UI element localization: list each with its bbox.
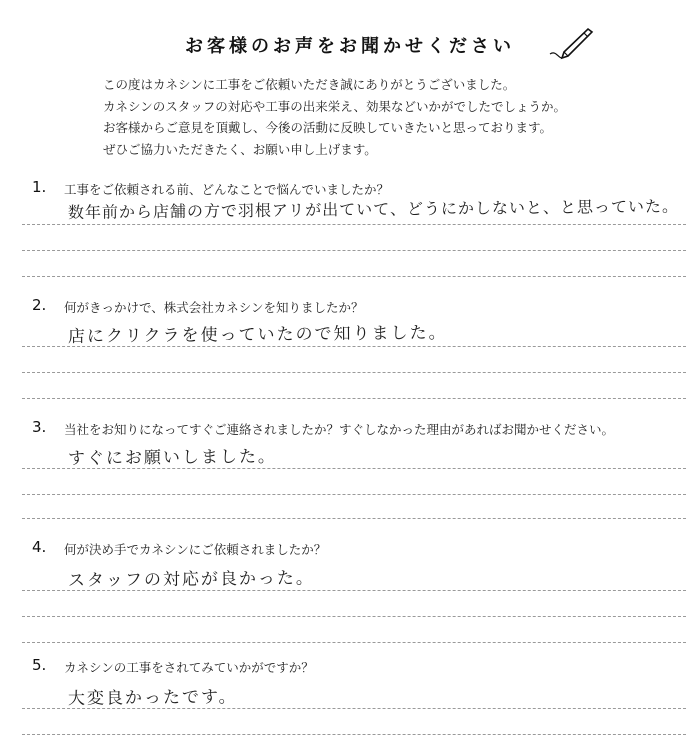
answer-line (22, 518, 686, 519)
question-text: 工事をご依頼される前、どんなことで悩んでいましたか？ (64, 182, 390, 197)
question-number: 5. (32, 656, 47, 674)
answer-line (22, 372, 686, 373)
handwritten-answer: 店にクリクラを使っていたので知りました。 (67, 323, 448, 347)
answer-line (22, 616, 686, 617)
answer-line (22, 346, 686, 347)
answer-line (22, 642, 686, 643)
question-number: 4. (32, 538, 47, 556)
intro-line: カネシンのスタッフの対応や工事の出来栄え、効果などいかがでしたでしょうか。 (103, 98, 566, 114)
answer-line (22, 250, 686, 251)
question-text: 何がきっかけで、株式会社カネシンを知りましたか？ (64, 300, 364, 315)
handwritten-answer: 数年前から店舗の方で羽根アリが出ていて、どうにかしないと、と思っていた。 (67, 196, 680, 223)
question-number: 1. (32, 178, 47, 196)
intro-line: お客様からご意見を頂戴し、今後の活動に反映していきたいと思っております。 (103, 120, 553, 135)
answer-line (22, 468, 686, 469)
handwritten-answer: すぐにお願いしました。 (67, 446, 277, 469)
answer-line (22, 590, 686, 591)
question-text: カネシンの工事をされてみていかがですか？ (64, 660, 314, 675)
question-text: 何が決め手でカネシンにご依頼されましたか？ (64, 542, 327, 557)
answer-line (22, 708, 686, 709)
intro-text (103, 74, 683, 160)
survey-title: お客様のお声をお聞かせください (185, 36, 515, 57)
question-text: 当社をお知りになってすぐご連絡されましたか？すぐしなかった理由があればお聞かせください。 (64, 422, 615, 437)
answer-line (22, 398, 686, 399)
pen-icon (548, 26, 594, 62)
answer-line (22, 276, 686, 277)
handwritten-answer: スタッフの対応が良かった。 (67, 568, 315, 591)
intro-line: この度はカネシンに工事をご依頼いただき誠にありがとうございました。 (103, 77, 516, 92)
answer-line (22, 734, 686, 735)
answer-line (22, 494, 686, 495)
answer-line (22, 224, 686, 225)
handwritten-answer: 大変良かったです。 (67, 687, 238, 709)
question-number: 3. (32, 418, 47, 436)
question-number: 2. (32, 296, 47, 314)
intro-line: ぜひご協力いただきたく、お願い申し上げます。 (103, 141, 377, 157)
